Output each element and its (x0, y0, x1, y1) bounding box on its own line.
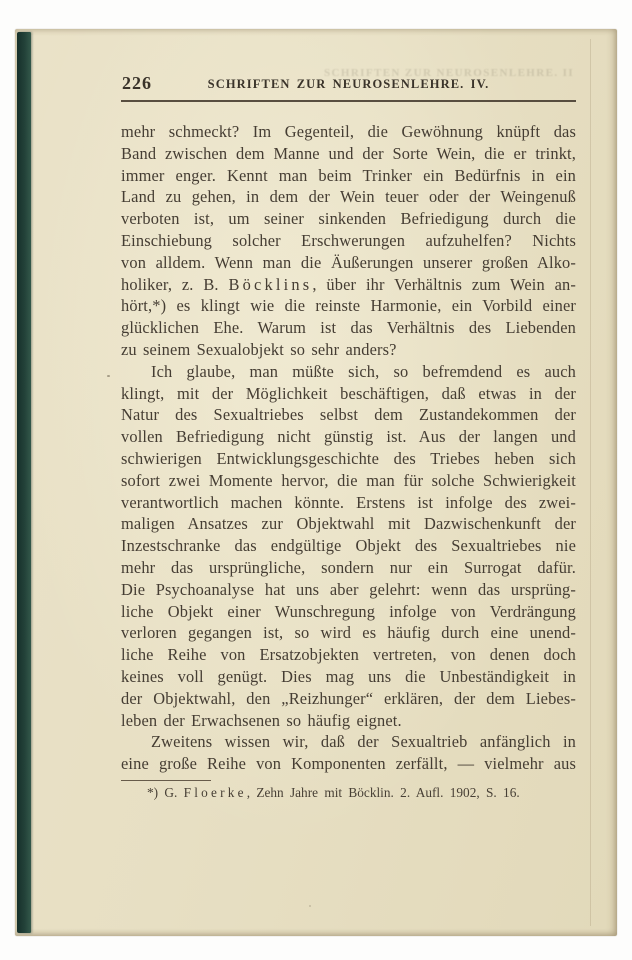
paragraph (121, 731, 576, 775)
paragraph (121, 361, 576, 732)
text-line: glücklichen Ehe. Warum ist das Verhältnis des Liebenden (121, 318, 576, 338)
text-line: zu seinem Sexualobjekt so sehr anders? (121, 339, 397, 359)
text-line: verantwortlich machen könnte. Erstens ist infolge des zwei- (121, 492, 576, 512)
text-line: mehr schmeckt? Im Gegenteil, die Gewöhnung knüpft das (121, 122, 576, 141)
text-line: maligen Ansatzes zur Objektwahl mit Dazwischenkunft der (121, 514, 576, 534)
text-line: leben der Erwachsenen so häufig eignet. (121, 710, 402, 730)
scanned-book-page (15, 29, 617, 936)
paragraph (121, 121, 576, 361)
text-line: eine große Reihe von Komponenten zerfällt, — vielmehr aus (121, 754, 576, 774)
paper-speck (309, 905, 311, 907)
text-line: klingt, mit der Möglichkeit beschäftigen, daß etwas in der (121, 383, 576, 403)
page-number: 226 (122, 73, 152, 93)
text-line: der Objektwahl, den „Reizhunger“ erklären, der dem Liebes- (121, 688, 576, 708)
letterspaced-word: Böcklins (228, 274, 313, 294)
page-content (121, 67, 576, 801)
paper-speck (107, 375, 110, 377)
header-rule (121, 100, 576, 102)
text-line: hört,*) es klingt wie die reinste Harmonie, ein Vorbild einer (121, 296, 576, 316)
text-line: verloren gegangen ist, so wird es häufig durch eine unend- (121, 623, 576, 643)
page-edge-crease (590, 39, 591, 926)
letterspaced-word: Floerke (183, 784, 247, 800)
text-line: Ich glaube, man müßte sich, so befremdend es auch (151, 361, 576, 381)
text-line: von alldem. Wenn man die Äußerungen unserer großen Alko- (121, 252, 576, 272)
text-line: sofort zwei Momente hervor, die man für solche Schwierigkeit (121, 470, 576, 490)
footnote-rule (121, 780, 211, 781)
text-line: Band zwischen dem Manne und der Sorte Wein, die er trinkt, (121, 143, 576, 163)
text-line: vollen Befriedigung nicht günstig ist. Aus der langen und (121, 427, 576, 447)
text-line: keines voll genügt. Dies mag uns die Unbeständigkeit in (121, 666, 576, 686)
text-line: Einschiebung solcher Erschwerungen aufzuhelfen? Nichts (121, 230, 576, 250)
footnote: *) G. Floerke, Zehn Jahre mit Böcklin. 2. Aufl. 1902, S. 16. (147, 784, 520, 800)
text-line: liche Reihe von Ersatzobjekten vertreten, von denen doch (121, 645, 576, 665)
text-line: immer enger. Kennt man beim Trinker ein Bedürfnis in ein (121, 165, 576, 185)
text-line: Zweitens wissen wir, daß der Sexualtrieb anfänglich in (151, 732, 576, 752)
text-line: Natur des Sexualtriebes selbst dem Zustandekommen der (121, 405, 576, 425)
body-text (121, 121, 576, 775)
text-line: holiker, z. B. Böcklins, über ihr Verhältnis zum Wein an- (121, 274, 576, 294)
page-header (121, 75, 576, 95)
text-line: liche Objekt einer Wunschregung infolge von Verdrängung (121, 601, 576, 621)
ghost-showthrough-header: SCHRIFTEN ZUR NEUROSENLEHRE. II (324, 67, 574, 79)
text-line: mehr das ursprüngliche, sondern nur ein Surrogat dafür. (121, 557, 576, 577)
running-header: SCHRIFTEN ZUR NEUROSENLEHRE. IV. (207, 77, 490, 91)
text-line: verboten ist, um seiner sinkenden Befriedigung durch die (121, 209, 576, 229)
text-line: Land zu gehen, in dem der Wein teuer oder der Weingenuß (121, 187, 576, 207)
text-line: Die Psychoanalyse hat uns aber gelehrt: wenn das ursprüng- (121, 579, 576, 599)
text-line: Inzestschranke das endgültige Objekt des Sexualtriebes nie (121, 536, 576, 556)
book-edge-strip (17, 32, 31, 933)
text-line: schwierigen Entwicklungsgeschichte des Triebes heben sich (121, 448, 576, 468)
